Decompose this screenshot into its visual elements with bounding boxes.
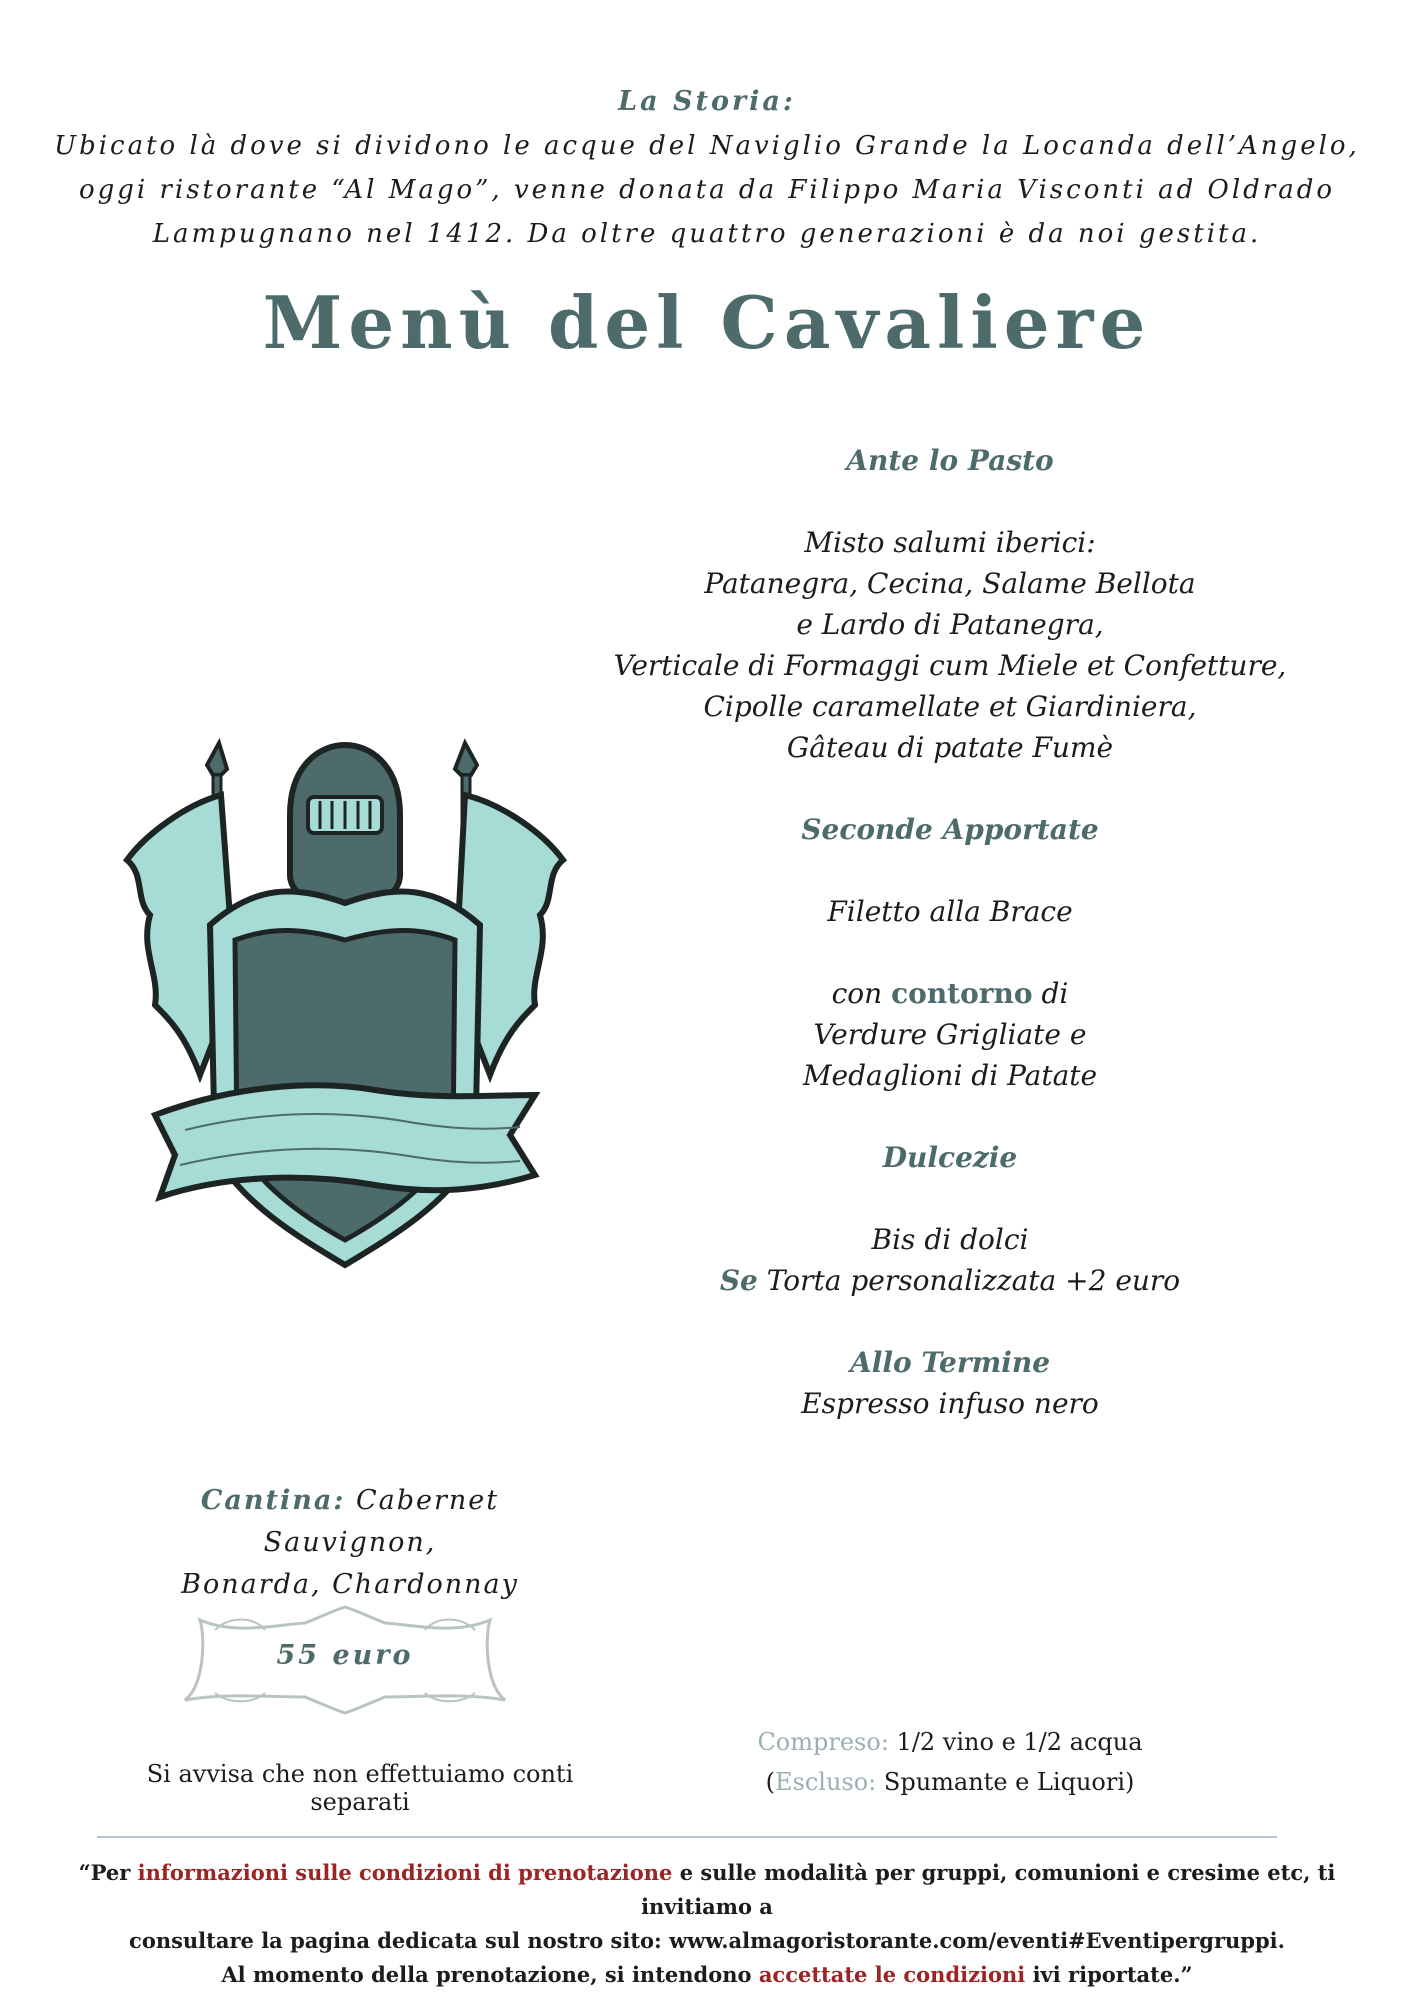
cantina-section bbox=[110, 1480, 590, 1606]
seconde-heading: Seconde Apportate bbox=[801, 813, 1099, 846]
contorno-pre: con bbox=[831, 977, 883, 1010]
seconde-main: Filetto alla Brace bbox=[827, 895, 1073, 928]
divider bbox=[97, 1836, 1277, 1838]
storia-section bbox=[0, 80, 1414, 256]
ante-heading: Ante lo Pasto bbox=[846, 444, 1054, 477]
included-label: Compreso: bbox=[757, 1728, 889, 1756]
contorno-line bbox=[600, 973, 1300, 1014]
dulcezie-se: Se bbox=[719, 1264, 758, 1297]
excluded-label: Escluso: bbox=[774, 1768, 877, 1796]
dulcezie-torta: Torta personalizzata +2 euro bbox=[766, 1264, 1181, 1297]
knight-crest-illustration bbox=[115, 735, 575, 1280]
knight-helmet-icon bbox=[290, 745, 400, 907]
ante-line-1: Misto salumi iberici: bbox=[804, 526, 1096, 559]
footer-line-2: consultare la pagina dedicata sul nostro sito: www.almagoristorante.com/eventi#Eventipergruppi. bbox=[129, 1928, 1285, 1953]
included-text: 1/2 vino e 1/2 acqua bbox=[896, 1728, 1143, 1756]
footer-line-1-a: “Per bbox=[78, 1860, 131, 1885]
footer-note bbox=[60, 1856, 1354, 1992]
ante-line-5: Cipolle caramellate et Giardiniera, bbox=[703, 690, 1197, 723]
ante-line-6: Gâteau di patate Fumè bbox=[786, 731, 1114, 764]
contorno-post: di bbox=[1041, 977, 1069, 1010]
separate-bills-note: Si avvisa che non effettuiamo conti separati bbox=[146, 1760, 574, 1816]
storia-line-2: oggi ristorante “Al Mago”, venne donata da Filippo Maria Visconti ad Oldrado bbox=[78, 175, 1336, 205]
excluded-open-paren: ( bbox=[765, 1768, 775, 1796]
included-section bbox=[700, 1722, 1200, 1802]
footer-line-3 bbox=[60, 1958, 1354, 1992]
ante-line-4: Verticale di Formaggi cum Miele et Confetture, bbox=[613, 649, 1287, 682]
storia-line-1: Ubicato là dove si dividono le acque del Naviglio Grande la Locanda dell’Angelo, bbox=[54, 131, 1360, 161]
ante-line-2: Patanegra, Cecina, Salame Bellota bbox=[704, 567, 1196, 600]
excluded-line bbox=[700, 1762, 1200, 1802]
cantina-wine-1: Cabernet Sauvignon, bbox=[263, 1485, 500, 1558]
termine-line: Espresso infuso nero bbox=[801, 1387, 1099, 1420]
footer-line-3-a: Al momento della prenotazione, si intendono bbox=[221, 1962, 752, 1987]
side-line-1: Verdure Grigliate e bbox=[813, 1018, 1087, 1051]
ribbon-banner-icon bbox=[155, 1085, 535, 1197]
termine-heading: Allo Termine bbox=[849, 1346, 1051, 1379]
footer-line-3-b: ivi riportate.” bbox=[1032, 1962, 1193, 1987]
booking-conditions-link[interactable]: informazioni sulle condizioni di prenotazione bbox=[137, 1860, 673, 1885]
cantina-label: Cantina: bbox=[200, 1485, 346, 1516]
cantina-line-1 bbox=[110, 1480, 590, 1564]
footer-line-1 bbox=[60, 1856, 1354, 1924]
side-line-2: Medaglioni di Patate bbox=[802, 1059, 1098, 1092]
dulcezie-heading: Dulcezie bbox=[882, 1141, 1018, 1174]
dulcezie-line-2 bbox=[600, 1260, 1300, 1301]
menu-column bbox=[600, 440, 1300, 1424]
excluded-text: Spumante e Liquori) bbox=[883, 1768, 1135, 1796]
storia-title: La Storia: bbox=[618, 86, 796, 117]
storia-line-3: Lampugnano nel 1412. Da oltre quattro generazioni è da noi gestita. bbox=[152, 219, 1262, 249]
contorno-word: contorno bbox=[891, 977, 1033, 1010]
dulcezie-line-1: Bis di dolci bbox=[871, 1223, 1029, 1256]
accepted-conditions-link[interactable]: accettate le condizioni bbox=[758, 1962, 1026, 1987]
included-line bbox=[700, 1722, 1200, 1762]
footer-line-1-b: e sulle modalità per gruppi, comunioni e cresime etc, ti invitiamo a bbox=[641, 1860, 1336, 1919]
price: 55 euro bbox=[276, 1640, 414, 1671]
cantina-line-2: Bonarda, Chardonnay bbox=[181, 1569, 519, 1600]
ante-line-3: e Lardo di Patanegra, bbox=[796, 608, 1104, 641]
menu-title: Menù del Cavaliere bbox=[262, 280, 1152, 365]
